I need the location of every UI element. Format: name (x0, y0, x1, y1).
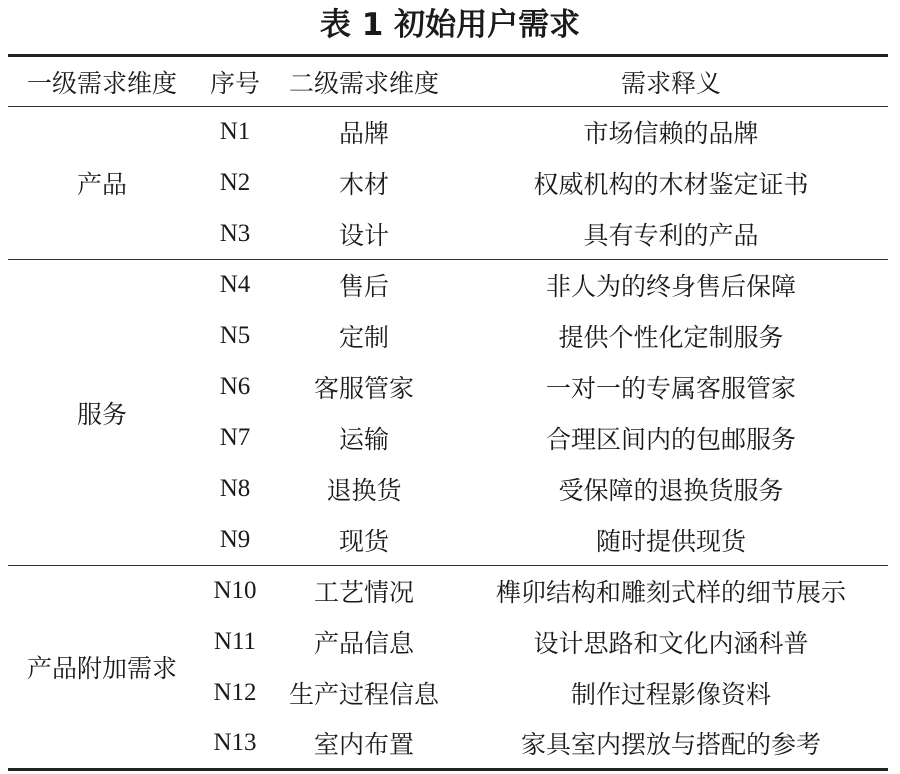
table-row (8, 566, 888, 617)
row-desc: 受保障的退换货服务 (558, 476, 784, 505)
row-desc: 提供个性化定制服务 (558, 323, 784, 352)
row-id: N6 (219, 373, 251, 400)
row-id: N4 (219, 271, 251, 299)
row-id: N10 (213, 577, 257, 605)
row-dim2: 工艺情况 (313, 578, 414, 608)
row-desc: 具有专利的产品 (583, 220, 759, 250)
row-id: N3 (219, 219, 251, 247)
row-desc: 市场信赖的品牌 (583, 119, 759, 149)
row-id: N12 (213, 679, 257, 706)
row-dim2: 现货 (338, 526, 389, 556)
row-dim2: 运输 (338, 425, 389, 454)
row-desc: 制作过程影像资料 (570, 680, 771, 709)
row-desc: 一对一的专属客服管家 (545, 374, 796, 403)
row-dim2: 产品信息 (313, 629, 414, 658)
row-dim2: 生产过程信息 (288, 680, 439, 709)
row-dim2: 设计 (338, 220, 389, 250)
row-desc: 非人为的终身售后保障 (545, 272, 796, 302)
row-id: N13 (213, 729, 257, 757)
row-id: N9 (219, 525, 251, 553)
row-dim2: 售后 (338, 272, 389, 302)
row-desc: 权威机构的木材鉴定证书 (533, 170, 809, 199)
table-row (8, 260, 888, 311)
header-id: 序号 (209, 68, 260, 98)
row-id: N2 (219, 169, 251, 196)
requirements-table (8, 54, 888, 771)
group-service (8, 260, 888, 566)
row-id: N5 (219, 322, 251, 349)
group-label: 服务 (76, 399, 127, 429)
header-dim2: 二级需求维度 (288, 68, 439, 98)
group-label: 产品附加需求 (26, 654, 177, 683)
row-dim2: 品牌 (338, 119, 389, 149)
row-dim2: 定制 (338, 323, 389, 352)
row-desc: 随时提供现货 (595, 526, 746, 556)
row-desc: 设计思路和文化内涵科普 (533, 629, 809, 658)
header-desc: 需求释义 (620, 68, 721, 98)
group-product-additional (8, 566, 888, 770)
row-desc: 合理区间内的包邮服务 (545, 425, 796, 454)
row-id: N8 (219, 475, 251, 502)
row-id: N7 (219, 424, 251, 451)
row-dim2: 退换货 (326, 476, 402, 505)
row-id: N1 (219, 118, 251, 146)
group-product (8, 107, 888, 260)
header-dim1: 一级需求维度 (26, 68, 177, 98)
row-dim2: 室内布置 (313, 730, 414, 760)
table-header (8, 56, 888, 107)
table-row (8, 107, 888, 158)
row-dim2: 木材 (338, 170, 389, 199)
group-label: 产品 (76, 170, 127, 199)
row-desc: 榫卯结构和雕刻式样的细节展示 (495, 578, 846, 608)
header-row (8, 56, 888, 107)
row-id: N11 (213, 628, 257, 655)
row-dim2: 客服管家 (313, 374, 414, 403)
row-desc: 家具室内摆放与搭配的参考 (520, 730, 821, 760)
table-title: 表 1 初始用户需求 (319, 7, 581, 43)
